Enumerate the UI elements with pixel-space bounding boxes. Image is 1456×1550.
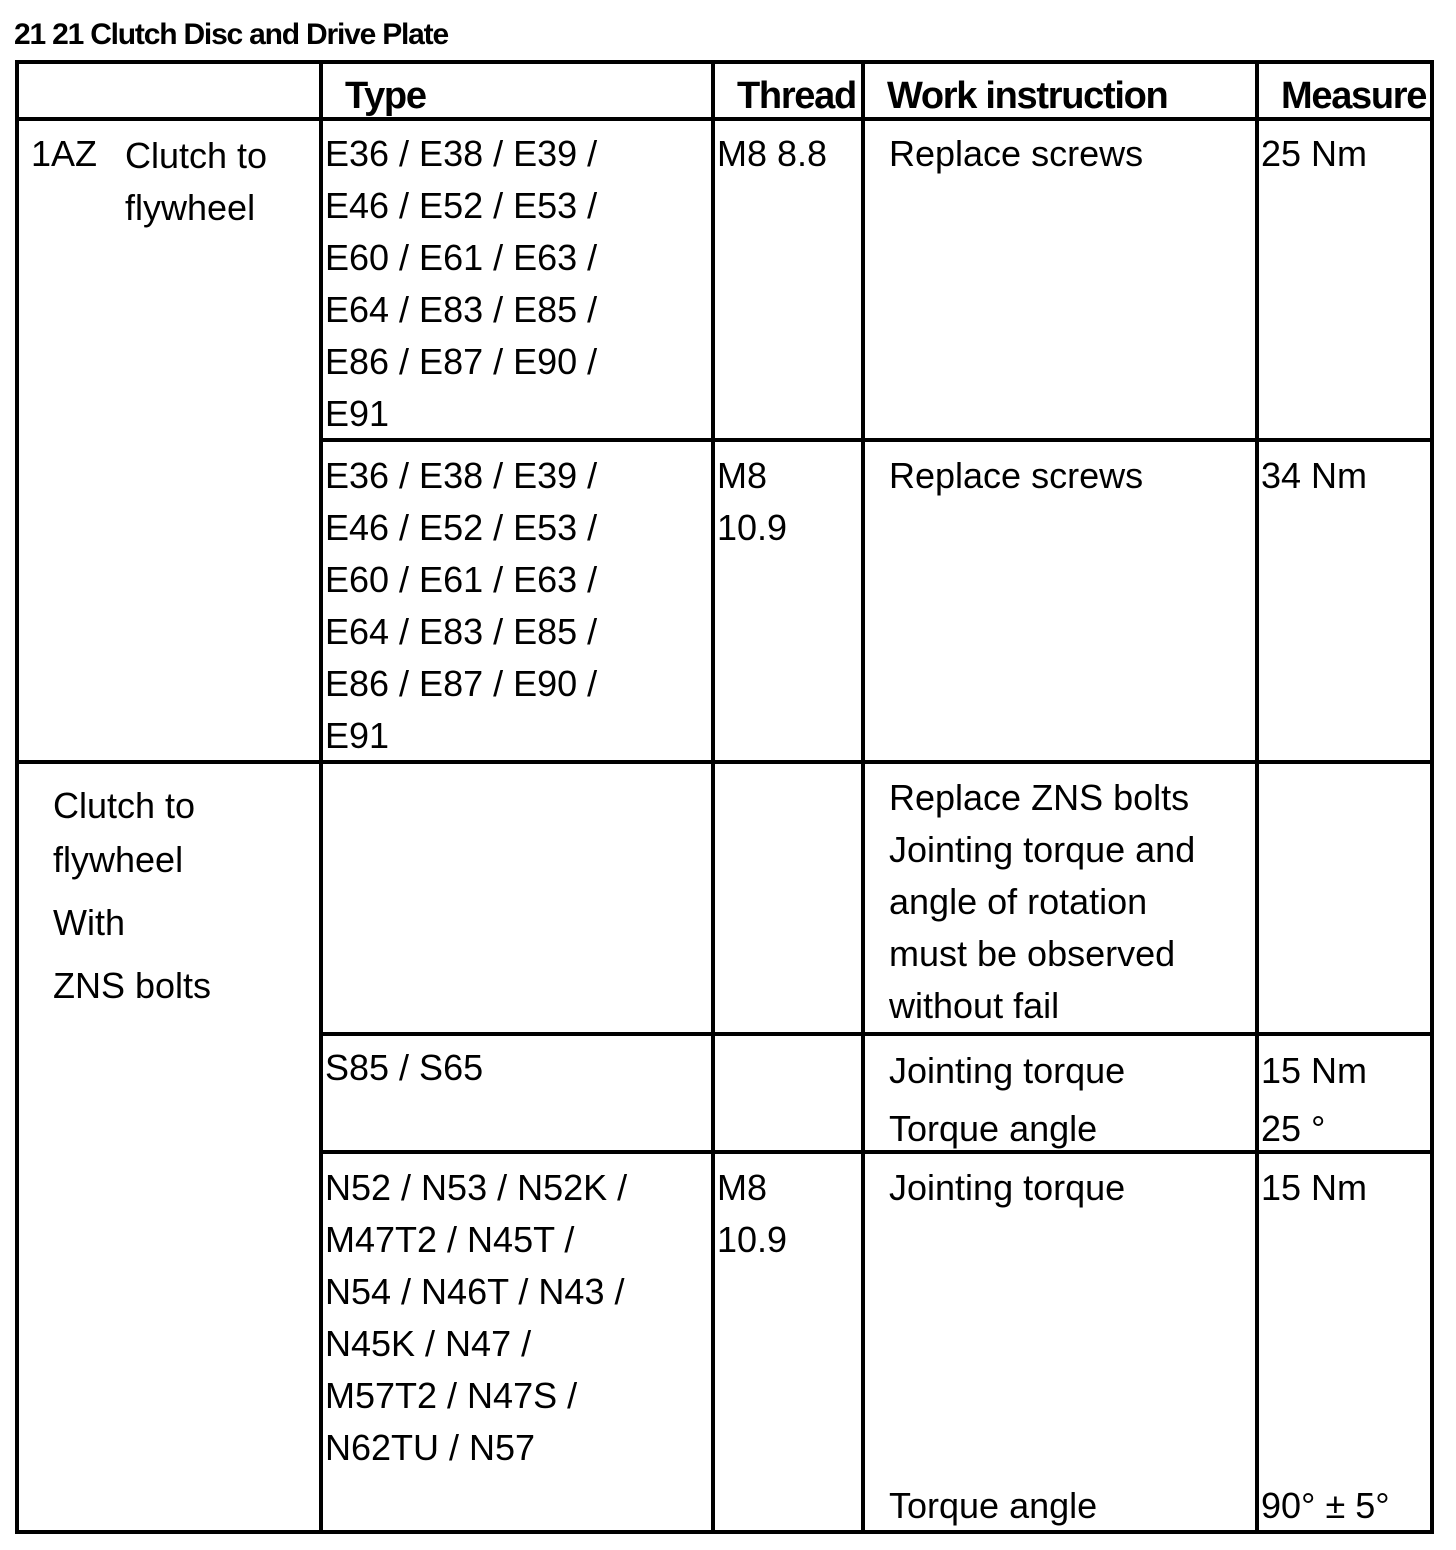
column-divider [1255,64,1259,1530]
type-line: E36 / E38 / E39 / [325,133,598,174]
work-line: Replace ZNS bolts [889,777,1190,818]
thread-line: 10.9 [717,1219,788,1260]
type-line: N62TU / N57 [325,1427,536,1468]
type-line: E46 / E52 / E53 / [325,185,598,226]
label-line: flywheel [125,187,256,228]
work-cell [889,128,1143,180]
header-divider [19,117,1430,121]
column-divider [319,64,323,1530]
work-cell: Jointing torque [889,1167,1126,1208]
label-line: flywheel [53,839,184,880]
work-line: without fail [889,985,1060,1026]
thread-cell [717,450,787,554]
type-cell [325,1042,483,1094]
measure-cell: 15 Nm [1261,1167,1368,1208]
work-line: Replace screws [889,133,1144,174]
torque-table [15,60,1434,1534]
measure-cell [1261,128,1367,180]
thread-line: M8 [717,1167,768,1208]
type-line: E60 / E61 / E63 / [325,237,598,278]
header-measure: Measure [1281,75,1427,117]
header-work-instruction: Work instruction [887,75,1168,117]
type-line: N54 / N46T / N43 / [325,1271,625,1312]
group-divider [19,760,1430,764]
type-line: E91 [325,393,390,434]
work-cell [889,450,1143,502]
type-line: N45K / N47 / [325,1323,532,1364]
label-line: Clutch to [125,135,268,176]
measure-line: 34 Nm [1261,455,1368,496]
type-line: E36 / E38 / E39 / [325,455,598,496]
measure-line: 25 ° [1261,1108,1326,1149]
group2-label [53,774,211,1017]
type-line: E64 / E83 / E85 / [325,611,598,652]
thread-cell [717,128,827,180]
header-thread: Thread [737,75,856,117]
work-cell [889,772,1195,1032]
measure-line: 15 Nm [1261,1050,1368,1091]
type-line: M47T2 / N45T / [325,1219,575,1260]
column-divider [861,64,865,1530]
work-line: angle of rotation [889,881,1148,922]
type-line: M57T2 / N47S / [325,1375,578,1416]
label-line: ZNS bolts [53,965,212,1006]
type-line: E64 / E83 / E85 / [325,289,598,330]
work-line: must be observed [889,933,1176,974]
measure-line: 25 Nm [1261,133,1368,174]
work-line: Replace screws [889,455,1144,496]
measure-cell: 90° ± 5° [1261,1485,1390,1526]
work-line: Jointing torque and [889,829,1196,870]
measure-cell [1261,450,1367,502]
thread-line: 10.9 [717,507,788,548]
header-type: Type [345,75,426,117]
type-cell [325,450,597,762]
document-title: 21 21 Clutch Disc and Drive Plate [14,18,448,51]
label-line: Clutch to [53,785,196,826]
type-line: E91 [325,715,390,756]
type-line: S85 / S65 [325,1047,484,1088]
type-cell [325,1162,627,1474]
group1-code: 1AZ [31,133,98,174]
type-cell [325,128,597,440]
thread-cell [717,1162,787,1266]
type-line: N52 / N53 / N52K / [325,1167,628,1208]
work-cell [889,1042,1125,1158]
label-line: With [53,902,125,943]
work-line: Torque angle [889,1108,1098,1149]
row-divider [321,1032,1430,1036]
work-line: Jointing torque [889,1050,1126,1091]
column-divider [711,64,715,1530]
measure-cell [1261,1042,1367,1158]
group1-label [125,130,267,234]
type-line: E86 / E87 / E90 / [325,341,598,382]
thread-line: M8 8.8 [717,133,828,174]
type-line: E86 / E87 / E90 / [325,663,598,704]
type-line: E46 / E52 / E53 / [325,507,598,548]
work-cell: Torque angle [889,1485,1098,1526]
type-line: E60 / E61 / E63 / [325,559,598,600]
thread-line: M8 [717,455,768,496]
